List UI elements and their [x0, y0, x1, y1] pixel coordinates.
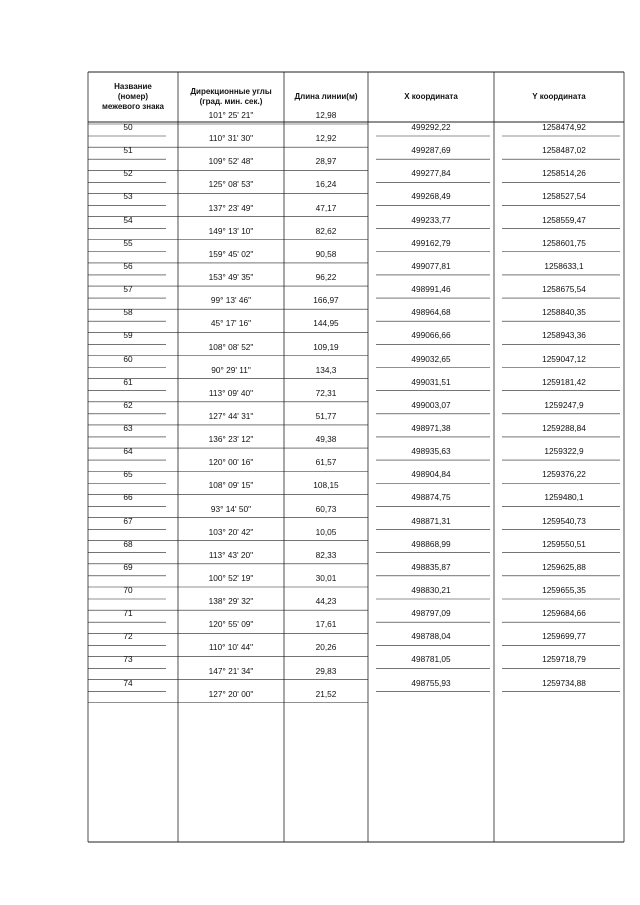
segment-length: 17,61	[315, 619, 337, 630]
y-coordinate: 1259655,35	[542, 585, 586, 595]
x-coordinate: 499277,84	[411, 168, 451, 179]
header-y: Y координата	[532, 92, 586, 101]
y-coordinate: 1259734,88	[542, 677, 586, 688]
x-coordinate: 498971,38	[411, 422, 451, 433]
point-number: 58	[123, 307, 133, 318]
segment-angle: 120° 00' 16"	[208, 457, 254, 468]
segment-length: 51,77	[315, 410, 337, 421]
x-coordinate: 499003,07	[411, 399, 451, 410]
segment-angle: 109° 52' 48"	[208, 156, 254, 167]
point-number: 63	[123, 422, 133, 433]
x-coordinate: 499077,81	[411, 260, 451, 271]
point-number: 54	[123, 214, 133, 225]
x-coordinate: 499162,79	[411, 237, 451, 248]
x-coordinate: 498904,84	[411, 469, 451, 480]
segment-angle: 159° 45' 02"	[208, 248, 254, 259]
y-coordinate: 1259322,9	[544, 446, 584, 457]
y-coordinate: 1258943,36	[542, 330, 586, 341]
x-coordinate: 498788,04	[411, 631, 451, 642]
segment-angle: 93° 14' 50"	[210, 503, 252, 514]
segment-angle: 108° 09' 15"	[208, 480, 254, 491]
segment-angle: 127° 44' 31"	[208, 410, 254, 421]
segment-angle: 113° 43' 20"	[208, 549, 254, 560]
y-coordinate: 1259376,22	[542, 469, 586, 480]
point-number: 67	[123, 515, 133, 526]
header-x: X координата	[404, 92, 458, 101]
segment-angle: 90° 29' 11"	[211, 364, 251, 375]
y-coordinate: 1259288,84	[542, 422, 586, 433]
segment-angle: 110° 31' 30"	[208, 133, 254, 144]
segment-length: 134,3	[315, 364, 337, 375]
point-number: 61	[123, 376, 133, 387]
segment-length: 28,97	[315, 156, 337, 167]
x-coordinate: 499268,49	[411, 191, 451, 202]
point-number: 53	[123, 191, 133, 202]
point-number: 62	[123, 399, 133, 410]
x-coordinate: 498871,31	[411, 515, 451, 526]
segment-angle: 120° 55' 09"	[208, 619, 254, 630]
segment-angle: 149° 13' 10"	[208, 225, 254, 236]
segment-length: 61,57	[315, 457, 337, 468]
x-coordinate: 498755,93	[411, 677, 451, 688]
segment-angle: 113° 09' 40"	[208, 387, 254, 398]
y-coordinate: 1258474,92	[542, 122, 586, 132]
x-coordinate: 499233,77	[411, 214, 451, 225]
x-coordinate: 499287,69	[411, 145, 451, 156]
point-number: 73	[123, 654, 133, 665]
segment-angle: 108° 08' 52"	[208, 341, 254, 352]
segment-angle: 153° 49' 35"	[208, 272, 254, 283]
y-coordinate: 1258514,26	[542, 168, 586, 179]
segment-length: 108,15	[313, 480, 339, 491]
y-coordinate: 1259550,51	[542, 538, 586, 549]
point-number: 51	[123, 145, 133, 156]
segment-length: 30,01	[315, 573, 337, 583]
segment-length: 12,98	[315, 110, 337, 120]
point-number: 57	[123, 284, 133, 295]
segment-angle: 136° 23' 12"	[208, 434, 254, 445]
segment-length: 90,58	[315, 248, 337, 259]
segment-angle: 45° 17' 16"	[210, 318, 252, 329]
segment-angle: 100° 52' 19"	[208, 573, 254, 583]
y-coordinate: 1259625,88	[542, 561, 586, 572]
segment-length: 12,92	[315, 133, 337, 144]
x-coordinate: 498781,05	[411, 654, 451, 665]
y-coordinate: 1259247,9	[544, 399, 584, 410]
x-coordinate: 498830,21	[411, 585, 451, 595]
segment-length: 21,52	[315, 688, 337, 699]
segment-length: 29,83	[315, 665, 337, 676]
segment-length: 96,22	[315, 272, 337, 283]
segment-length: 49,38	[315, 434, 337, 445]
segment-angle: 110° 10' 44"	[208, 642, 254, 653]
x-coordinate: 499292,22	[411, 122, 451, 132]
y-coordinate: 1259699,77	[542, 631, 586, 642]
y-coordinate: 1258840,35	[542, 307, 586, 318]
y-coordinate: 1259047,12	[542, 353, 586, 364]
point-number: 56	[123, 260, 133, 271]
x-coordinate: 499066,66	[411, 330, 451, 341]
point-number: 74	[123, 677, 133, 688]
x-coordinate: 499032,65	[411, 353, 451, 364]
header-length: Длина линии(м)	[294, 92, 358, 101]
segment-length: 72,31	[315, 387, 337, 398]
point-number: 70	[123, 585, 133, 595]
point-number: 69	[123, 561, 133, 572]
segment-length: 82,62	[315, 225, 337, 236]
y-coordinate: 1258675,54	[542, 284, 586, 295]
segment-angle: 125° 08' 53"	[208, 179, 254, 190]
segment-angle: 103° 20' 42"	[208, 526, 254, 537]
y-coordinate: 1258601,75	[542, 237, 586, 248]
x-coordinate: 498874,75	[411, 492, 451, 503]
point-number: 64	[123, 446, 133, 457]
y-coordinate: 1259181,42	[542, 376, 586, 387]
x-coordinate: 498991,46	[411, 284, 451, 295]
segment-length: 166,97	[313, 295, 339, 306]
segment-angle: 99° 13' 46"	[210, 295, 252, 306]
point-number: 60	[123, 353, 133, 364]
header-angle: Дирекционные углы (град. мин. сек.)	[190, 87, 272, 106]
point-number: 55	[123, 237, 133, 248]
segment-length: 60,73	[315, 503, 337, 514]
point-number: 52	[123, 168, 133, 179]
y-coordinate: 1258487,02	[542, 145, 586, 156]
segment-angle: 127° 20' 00"	[208, 688, 254, 699]
segment-length: 144,95	[313, 318, 339, 329]
y-coordinate: 1258633,1	[544, 260, 584, 271]
segment-length: 109,19	[313, 341, 339, 352]
x-coordinate: 498797,09	[411, 608, 451, 619]
point-number: 50	[123, 122, 133, 132]
y-coordinate: 1259540,73	[542, 515, 586, 526]
segment-length: 47,17	[315, 202, 337, 213]
x-coordinate: 498835,87	[411, 561, 451, 572]
segment-angle: 101° 25' 21"	[208, 110, 254, 120]
segment-length: 44,23	[315, 596, 337, 607]
header-name: Название (номер) межевого знака	[101, 82, 165, 111]
y-coordinate: 1258559,47	[542, 214, 586, 225]
segment-angle: 137° 23' 49"	[208, 202, 254, 213]
x-coordinate: 498935,63	[411, 446, 451, 457]
x-coordinate: 498964,68	[411, 307, 451, 318]
point-number: 66	[123, 492, 133, 503]
point-number: 65	[123, 469, 133, 480]
x-coordinate: 498868,99	[411, 538, 451, 549]
y-coordinate: 1259684,66	[542, 608, 586, 619]
point-number: 59	[123, 330, 133, 341]
segment-length: 20,26	[315, 642, 337, 653]
point-number: 68	[123, 538, 133, 549]
y-coordinate: 1259718,79	[542, 654, 586, 665]
y-coordinate: 1258527,54	[542, 191, 586, 202]
segment-length: 16,24	[315, 179, 337, 190]
y-coordinate: 1259480,1	[544, 492, 584, 503]
segment-angle: 138° 29' 32"	[208, 596, 254, 607]
segment-length: 10,05	[315, 526, 337, 537]
point-number: 72	[123, 631, 133, 642]
segment-angle: 147° 21' 34"	[208, 665, 254, 676]
point-number: 71	[123, 608, 133, 619]
segment-length: 82,33	[315, 549, 337, 560]
x-coordinate: 499031,51	[411, 376, 451, 387]
